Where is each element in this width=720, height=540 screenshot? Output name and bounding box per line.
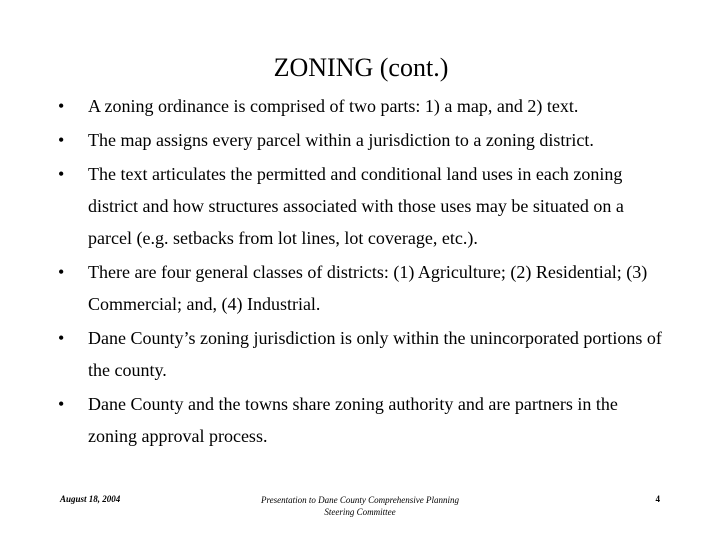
- bullet-text: There are four general classes of districts: (1) Agriculture; (2) Residential; (3) Commercial; and, (4) Industrial.: [88, 262, 648, 314]
- footer-presentation-line-1: Presentation to Dane County Comprehensive Planning: [260, 495, 460, 505]
- bullet-icon: •: [58, 394, 65, 414]
- bullet-item: [58, 256, 668, 320]
- bullet-icon: •: [58, 328, 65, 348]
- bullet-icon: •: [58, 96, 65, 116]
- bullet-item: [58, 158, 668, 254]
- bullet-item: [58, 124, 668, 156]
- footer-date: August 18, 2004: [60, 494, 121, 504]
- bullet-icon: •: [58, 164, 65, 184]
- bullet-item: [58, 90, 668, 122]
- footer-presentation-line-2: Steering Committee: [324, 507, 396, 517]
- page-number: 4: [655, 494, 660, 504]
- bullet-text: The text articulates the permitted and conditional land uses in each zoning district and how structures associated with those uses may be situated on a parcel (e.g. setbacks from lot lines, lot coverage, etc.).: [88, 164, 624, 248]
- bullet-text: The map assigns every parcel within a jurisdiction to a zoning district.: [88, 130, 594, 150]
- bullet-text: Dane County and the towns share zoning authority and are partners in the zoning approval process.: [88, 394, 618, 446]
- bullet-text: A zoning ordinance is comprised of two parts: 1) a map, and 2) text.: [88, 96, 579, 116]
- slide-title: ZONING (cont.): [273, 53, 449, 82]
- bullet-item: [58, 322, 668, 386]
- bullet-text: Dane County’s zoning jurisdiction is only within the unincorporated portions of the county.: [88, 328, 662, 380]
- footer-presentation-title: [220, 494, 500, 518]
- bullet-item: [58, 388, 668, 452]
- bullet-icon: •: [58, 130, 65, 150]
- bullet-icon: •: [58, 262, 65, 282]
- bullet-list: [58, 90, 668, 452]
